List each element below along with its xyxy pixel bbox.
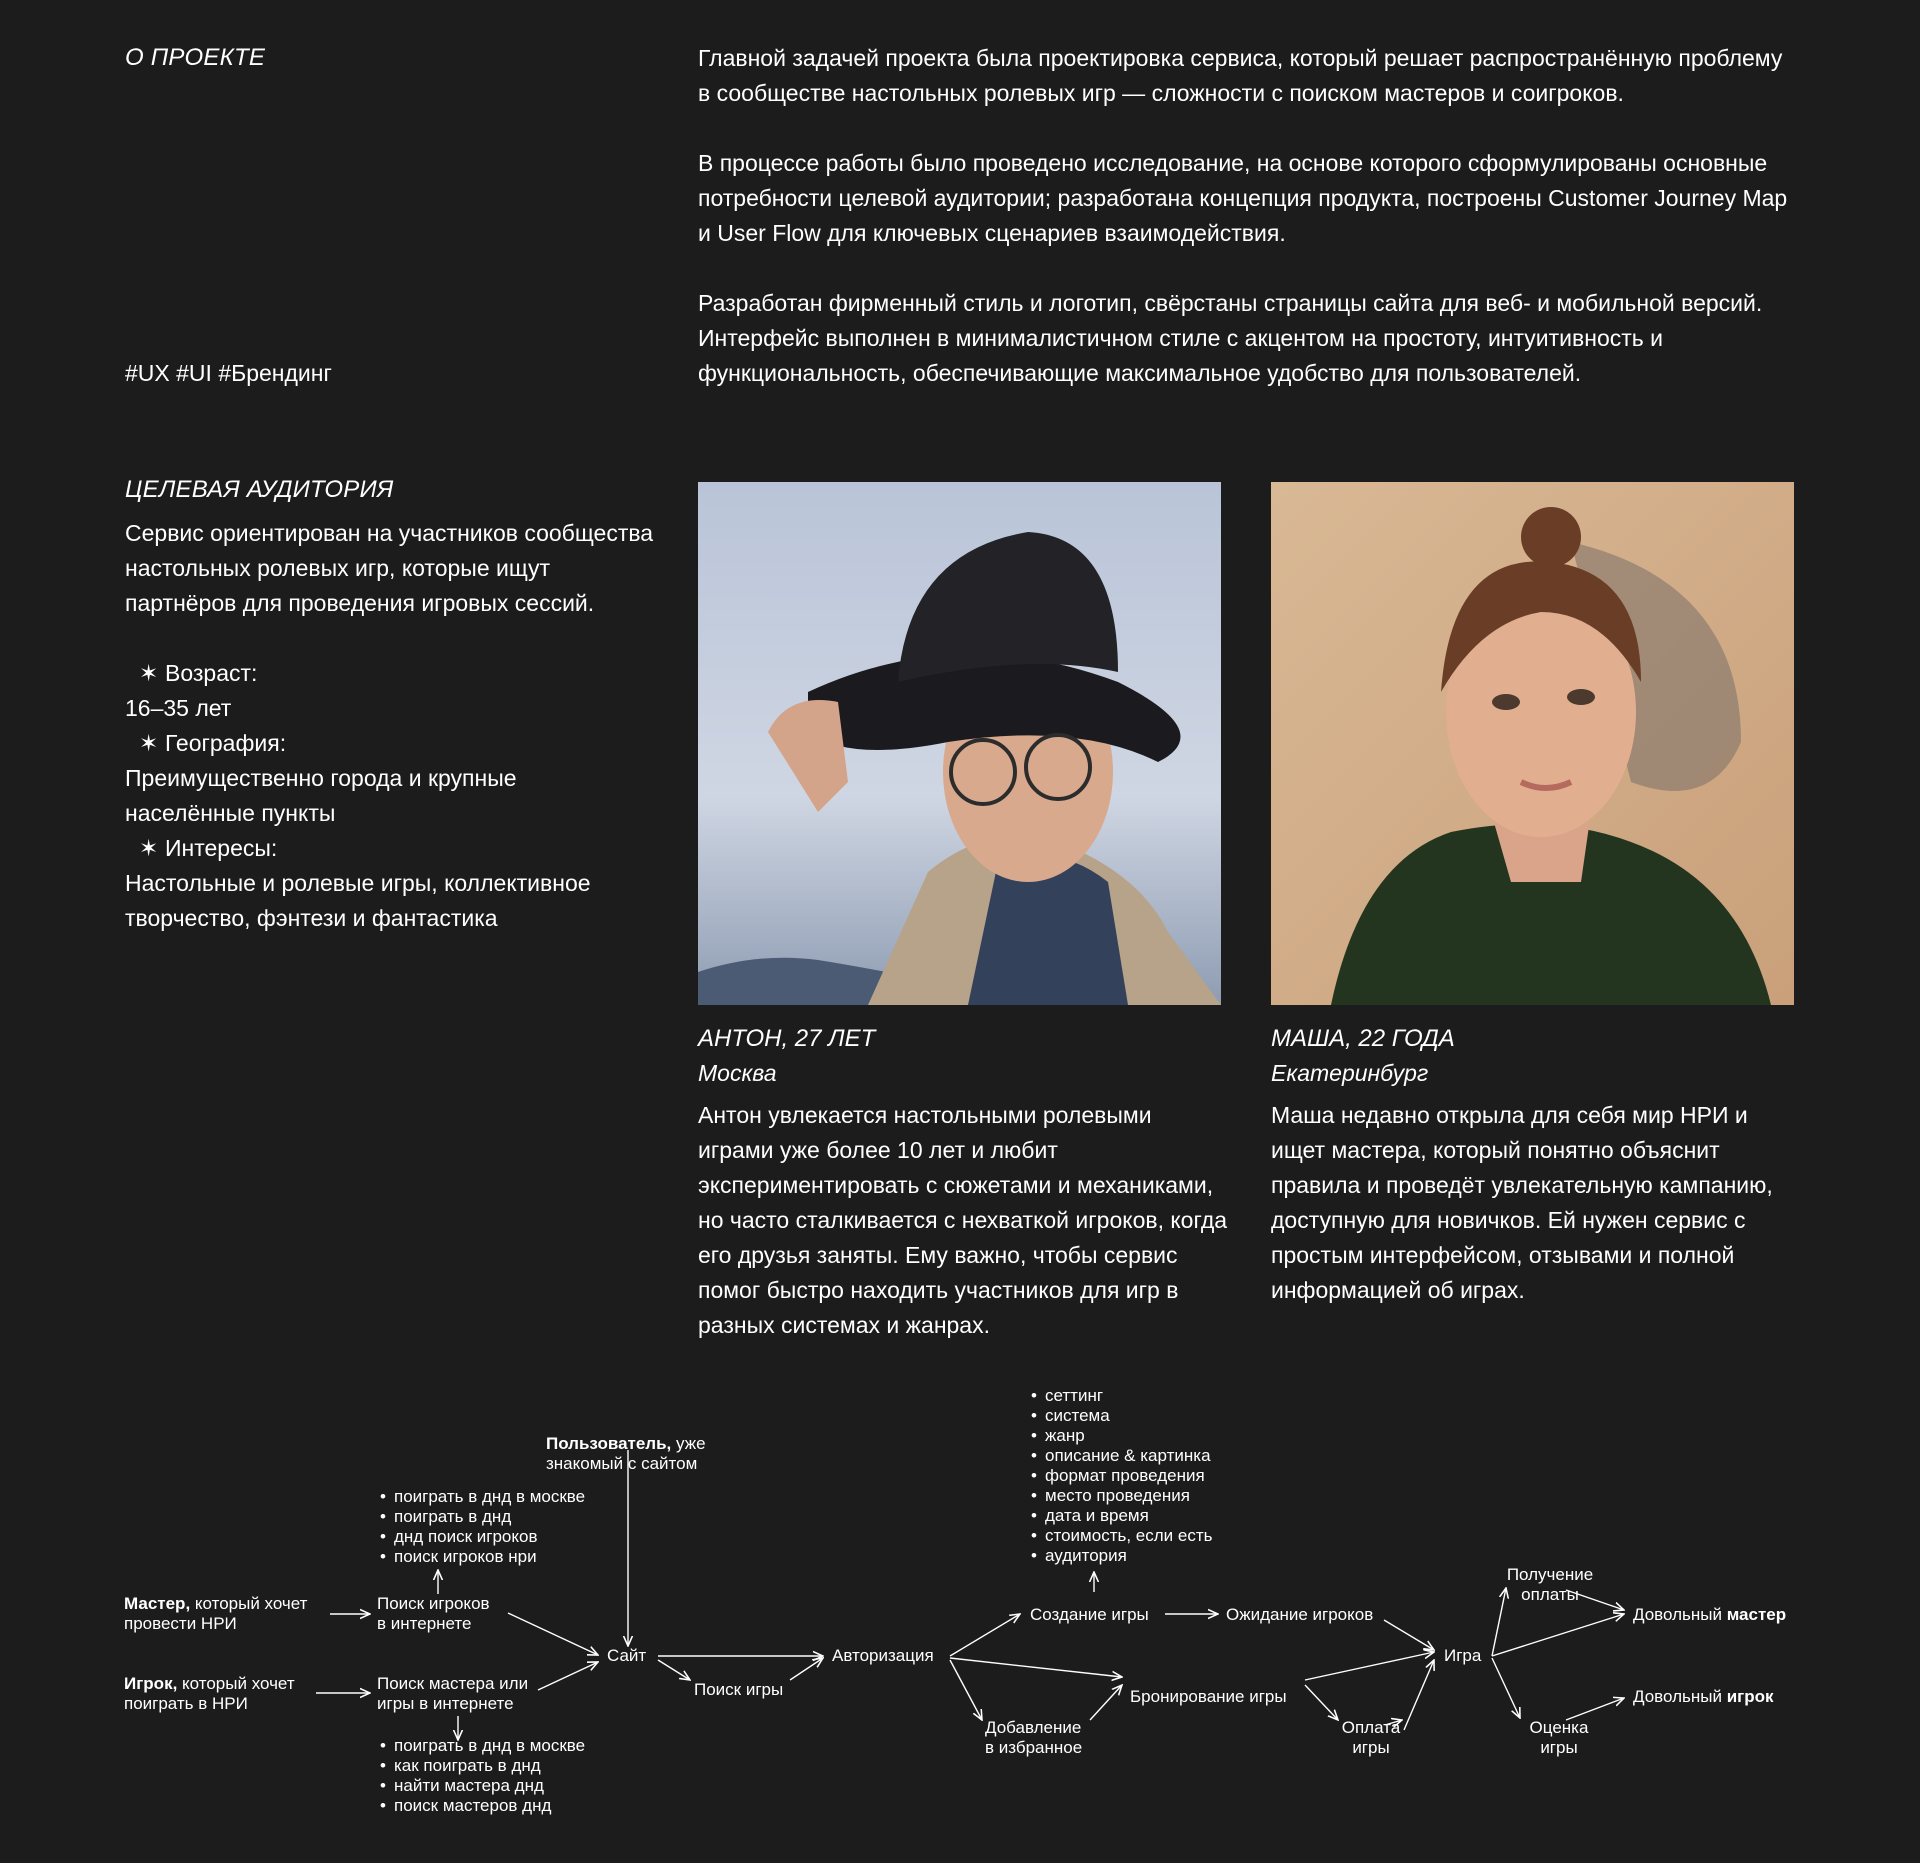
flow-create-game: Создание игры — [1030, 1605, 1149, 1624]
flow-receive-payment-text: Получение — [1506, 1565, 1594, 1584]
flow-happy-prefix: Довольный — [1633, 1687, 1727, 1706]
user-flow-diagram — [0, 1380, 1920, 1863]
audience-label: География: — [165, 730, 287, 756]
flow-player-text: поиграть в НРИ — [124, 1694, 248, 1713]
audience-value: Настольные и ролевые игры, коллективное творчество, фэнтези и фантастика — [125, 870, 591, 931]
flow-user-known-text: уже — [671, 1434, 706, 1453]
persona-name: МАША, 22 ГОДА — [1271, 1025, 1455, 1052]
star-icon: ✶ — [139, 835, 159, 861]
star-icon: ✶ — [139, 730, 159, 756]
flow-field-item: • формат проведения — [1029, 1466, 1212, 1486]
flow-player-text: который хочет — [177, 1674, 295, 1693]
flow-favorites — [985, 1718, 1082, 1758]
flow-search-master-text: игры в интернете — [377, 1694, 514, 1713]
persona-description: Антон увлекается настольными ролевыми играми уже более 10 лет и любит экспериментировать с сюжетами и механиками, но часто сталкивается с нехваткой игроков, когда его друзья заняты. Ему важно, чтобы сервис помог быстро находить участников для игр в разных системах и жанрах. — [698, 1102, 1228, 1338]
audience-item-age — [125, 656, 655, 726]
flow-player-bold: Игрок, — [124, 1674, 178, 1693]
flow-search-game: Поиск игры — [694, 1680, 784, 1699]
flow-query-item: • поиграть в днд — [378, 1507, 585, 1527]
flow-payment-text: Оплата — [1341, 1718, 1401, 1737]
star-icon: ✶ — [139, 660, 159, 686]
persona-photo-masha — [1271, 482, 1794, 1005]
flow-search-master — [377, 1674, 528, 1714]
flow-site: Сайт — [607, 1646, 647, 1665]
flow-query-item: • поиск мастеров днд — [378, 1796, 585, 1816]
flow-field-item: • жанр — [1029, 1426, 1212, 1446]
flow-user-known — [546, 1434, 706, 1474]
about-paragraph: Главной задачей проекта была проектировка сервиса, который решает распространённую проблему в сообществе настольных ролевых игр — сложности с поиском мастеров и соигроков. — [698, 45, 1783, 106]
flow-receive-payment-text: оплаты — [1521, 1585, 1579, 1604]
persona-photo-anton — [698, 482, 1221, 1005]
audience-item-interests — [125, 831, 655, 936]
flow-master-bold: Мастер, — [124, 1594, 191, 1613]
audience-label: Возраст: — [165, 660, 258, 686]
flow-rating-text: Оценка — [1529, 1718, 1589, 1737]
audience-value: 16–35 лет — [125, 695, 232, 721]
flow-payment — [1340, 1718, 1402, 1758]
audience-label: Интересы: — [165, 835, 278, 861]
flow-receive-payment — [1500, 1565, 1600, 1605]
flow-favorites-text: Добавление — [985, 1718, 1082, 1737]
flow-happy-master-bold: мастер — [1726, 1605, 1787, 1624]
flow-auth: Авторизация — [832, 1646, 934, 1665]
flow-search-players-text: в интернете — [377, 1614, 472, 1633]
flow-user-known-bold: Пользователь, — [546, 1434, 672, 1453]
audience-block — [125, 516, 655, 936]
flow-field-item: • аудитория — [1029, 1546, 1212, 1566]
flow-happy-master — [1633, 1605, 1786, 1625]
about-paragraph: Разработан фирменный стиль и логотип, свёрстаны страницы сайта для веб- и мобильной версий. Интерфейс выполнен в минималистичном стиле с акцентом на простоту, интуитивность и функциональность, обеспечивающие максимальное удобство для пользователей. — [698, 290, 1763, 386]
flow-waiting: Ожидание игроков — [1226, 1605, 1374, 1624]
about-paragraph: В процессе работы было проведено исследование, на основе которого сформулированы основные потребности целевой аудитории; разработана концепция продукта, построены Customer Journey Map и User Flow для ключевых сценариев взаимодействия. — [698, 150, 1788, 246]
flow-queries-players — [378, 1487, 585, 1567]
about-title: О ПРОЕКТЕ — [125, 44, 266, 71]
flow-master — [124, 1594, 307, 1634]
flow-field-item: • описание & картинка — [1029, 1446, 1212, 1466]
audience-value: Преимущественно города и крупные населённые пункты — [125, 765, 517, 826]
flow-field-item: • сеттинг — [1029, 1386, 1212, 1406]
persona-city: Екатеринбург — [1271, 1060, 1429, 1086]
audience-item-geography — [125, 726, 655, 831]
flow-query-item: • поиск игроков нри — [378, 1547, 585, 1567]
flow-query-item: • поиграть в днд в москве — [378, 1487, 585, 1507]
persona-name: АНТОН, 27 ЛЕТ — [698, 1025, 876, 1052]
flow-query-item: • поиграть в днд в москве — [378, 1736, 585, 1756]
flow-player — [124, 1674, 295, 1714]
flow-happy-player-bold: игрок — [1726, 1687, 1774, 1706]
persona-description: Маша недавно открыла для себя мир НРИ и ищет мастера, который понятно объяснит правила и проведёт увлекательную кампанию, доступную для новичков. Ей нужен сервис с простым интерфейсом, отзывами и полной информацией об играх. — [1271, 1102, 1773, 1303]
flow-happy-prefix: Довольный — [1633, 1605, 1727, 1624]
audience-title: ЦЕЛЕВАЯ АУДИТОРИЯ — [125, 476, 394, 503]
persona-city: Москва — [698, 1060, 777, 1086]
flow-master-text: провести НРИ — [124, 1614, 237, 1633]
flow-payment-text: игры — [1352, 1738, 1390, 1757]
flow-game-fields — [1029, 1386, 1212, 1566]
flow-rating-text: игры — [1540, 1738, 1578, 1757]
flow-field-item: • место проведения — [1029, 1486, 1212, 1506]
about-description — [698, 41, 1798, 391]
flow-field-item: • стоимость, если есть — [1029, 1526, 1212, 1546]
flow-field-item: • дата и время — [1029, 1506, 1212, 1526]
flow-user-known-text: знакомый с сайтом — [546, 1454, 698, 1473]
persona-card-anton — [698, 1021, 1238, 1343]
flow-game: Игра — [1444, 1646, 1482, 1665]
persona-card-masha — [1271, 1021, 1811, 1308]
flow-query-item: • днд поиск игроков — [378, 1527, 585, 1547]
flow-search-players — [377, 1594, 490, 1634]
flow-field-item: • система — [1029, 1406, 1212, 1426]
flow-query-item: • найти мастера днд — [378, 1776, 585, 1796]
flow-query-item: • как поиграть в днд — [378, 1756, 585, 1776]
flow-rating — [1526, 1718, 1592, 1758]
flow-happy-player — [1633, 1687, 1774, 1707]
audience-intro: Сервис ориентирован на участников сообщества настольных ролевых игр, которые ищут партнёров для проведения игровых сессий. — [125, 520, 654, 616]
flow-favorites-text: в избранное — [985, 1738, 1083, 1757]
flow-booking: Бронирование игры — [1130, 1687, 1287, 1706]
project-tags: #UX #UI #Брендинг — [125, 360, 332, 386]
flow-master-text: который хочет — [190, 1594, 308, 1613]
flow-search-players-text: Поиск игроков — [377, 1594, 490, 1613]
flow-queries-master — [378, 1736, 585, 1816]
flow-search-master-text: Поиск мастера или — [377, 1674, 529, 1693]
